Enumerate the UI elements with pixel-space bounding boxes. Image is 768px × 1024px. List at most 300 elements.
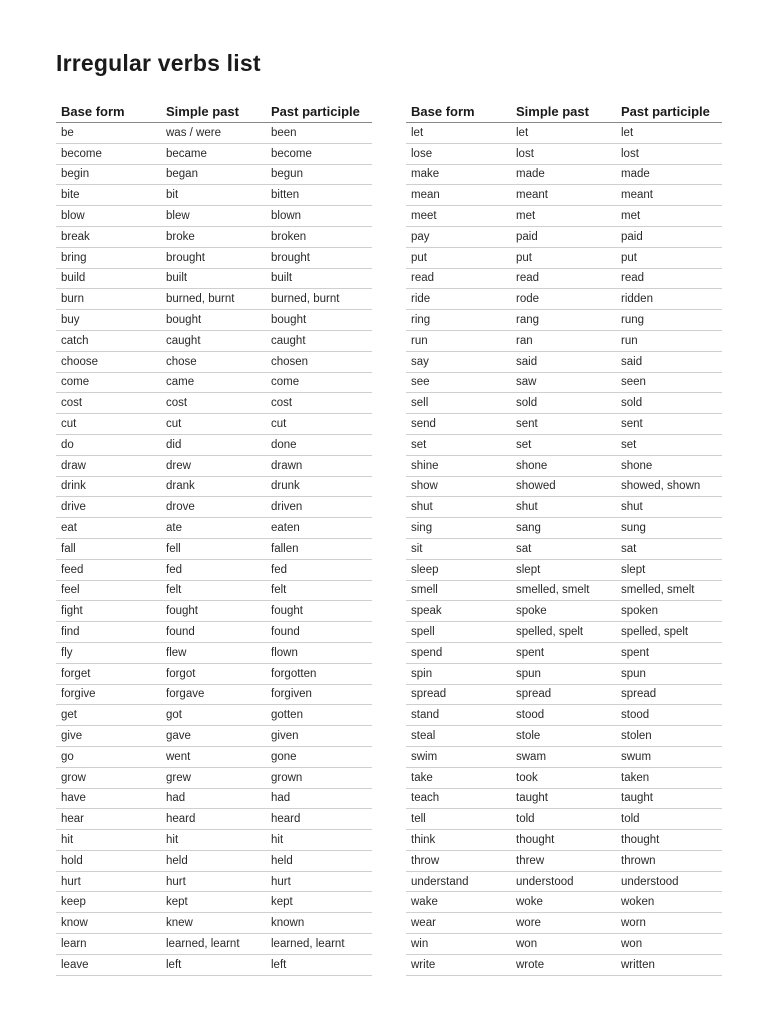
- table-row: [56, 123, 372, 144]
- table-row: [406, 539, 722, 560]
- table-row: [406, 206, 722, 227]
- table-row: [56, 789, 372, 810]
- simple-past-cell: smelled, smelt: [516, 584, 590, 597]
- table-row: [56, 185, 372, 206]
- table-row: [406, 643, 722, 664]
- simple-past-cell: stole: [516, 730, 541, 742]
- simple-past-cell: ran: [516, 334, 533, 347]
- past-participle-cell: bitten: [271, 189, 300, 202]
- table-row: [56, 705, 372, 726]
- base-form-cell: feed: [61, 563, 84, 576]
- simple-past-cell: knew: [166, 917, 193, 930]
- table-row: [56, 206, 372, 227]
- table-row: [56, 851, 372, 872]
- past-participle-cell: been: [271, 126, 297, 139]
- simple-past-cell: spelled, spelt: [516, 626, 584, 639]
- table-row: [406, 165, 722, 186]
- table-row: [406, 934, 722, 955]
- table-row: [406, 497, 722, 518]
- simple-past-cell: hurt: [166, 875, 186, 888]
- base-form-cell: fall: [61, 542, 76, 555]
- simple-past-cell: took: [516, 771, 538, 784]
- simple-past-cell: burned, burnt: [166, 293, 235, 306]
- page-title: Irregular verbs list: [56, 50, 261, 76]
- past-participle-cell: fought: [271, 605, 303, 618]
- table-row: [406, 705, 722, 726]
- table-row: [406, 435, 722, 456]
- table-row: [406, 830, 722, 851]
- past-participle-cell: lost: [621, 147, 639, 160]
- table-row: [56, 726, 372, 747]
- base-form-cell: ride: [411, 293, 431, 306]
- simple-past-cell: grew: [166, 771, 191, 784]
- base-form-cell: speak: [411, 605, 442, 618]
- past-participle-cell: spun: [621, 667, 646, 680]
- table-row: [406, 144, 722, 165]
- past-participle-cell: taken: [621, 771, 650, 784]
- past-participle-cell: stolen: [621, 730, 652, 742]
- simple-past-cell: rang: [516, 314, 540, 327]
- simple-past-cell: sent: [516, 418, 538, 431]
- header-past-participle: Past participle: [621, 104, 710, 119]
- header-simple-past: Simple past: [516, 104, 589, 119]
- past-participle-cell: chosen: [271, 355, 309, 368]
- table-row: [56, 830, 372, 851]
- base-form-cell: go: [61, 750, 74, 763]
- base-form-cell: cost: [61, 397, 83, 410]
- simple-past-cell: meant: [516, 189, 548, 202]
- header-base-form: Base form: [411, 104, 475, 119]
- base-form-cell: send: [411, 418, 436, 431]
- past-participle-cell: left: [271, 958, 287, 971]
- base-form-cell: tell: [411, 813, 426, 826]
- past-participle-cell: read: [621, 272, 645, 285]
- base-form-cell: make: [411, 168, 440, 181]
- base-form-cell: stand: [411, 709, 440, 722]
- simple-past-cell: had: [166, 792, 186, 805]
- base-form-cell: take: [411, 771, 433, 784]
- base-form-cell: eat: [61, 522, 77, 535]
- simple-past-cell: cost: [166, 397, 188, 410]
- past-participle-cell: stood: [621, 709, 650, 722]
- table-row: [56, 643, 372, 664]
- simple-past-cell: came: [166, 376, 195, 389]
- simple-past-cell: hit: [166, 833, 179, 846]
- base-form-cell: keep: [61, 896, 86, 909]
- base-form-cell: ring: [411, 314, 431, 327]
- simple-past-cell: won: [516, 937, 538, 950]
- past-participle-cell: eaten: [271, 522, 300, 535]
- past-participle-cell: forgotten: [271, 667, 317, 680]
- table-body: [56, 123, 372, 976]
- simple-past-cell: put: [516, 251, 532, 264]
- past-participle-cell: shut: [621, 501, 643, 514]
- base-form-cell: mean: [411, 189, 440, 202]
- table-row: [406, 809, 722, 830]
- past-participle-cell: won: [621, 937, 643, 950]
- table-row: [406, 414, 722, 435]
- simple-past-cell: flew: [166, 646, 187, 659]
- base-form-cell: begin: [61, 168, 90, 181]
- base-form-cell: hold: [61, 854, 83, 867]
- base-form-cell: forgive: [61, 688, 96, 701]
- base-form-cell: sleep: [411, 563, 439, 576]
- base-form-cell: wake: [411, 896, 438, 909]
- past-participle-cell: put: [621, 251, 637, 264]
- table-row: [56, 872, 372, 893]
- base-form-cell: say: [411, 355, 429, 368]
- base-form-cell: lose: [411, 147, 433, 160]
- past-participle-cell: shone: [621, 459, 653, 472]
- simple-past-cell: showed: [516, 480, 556, 493]
- base-form-cell: fly: [61, 646, 73, 659]
- simple-past-cell: bit: [166, 189, 179, 202]
- base-form-cell: know: [61, 917, 88, 930]
- table-row: [56, 497, 372, 518]
- table-row: [406, 664, 722, 685]
- table-row: [406, 310, 722, 331]
- simple-past-cell: fed: [166, 563, 182, 576]
- past-participle-cell: bought: [271, 314, 307, 327]
- base-form-cell: grow: [61, 771, 86, 784]
- past-participle-cell: broken: [271, 230, 307, 243]
- base-form-cell: feel: [61, 584, 80, 597]
- past-participle-cell: hit: [271, 833, 284, 846]
- past-participle-cell: had: [271, 792, 291, 805]
- base-form-cell: spell: [411, 626, 435, 639]
- base-form-cell: become: [61, 147, 102, 160]
- past-participle-cell: ridden: [621, 293, 653, 306]
- simple-past-cell: let: [516, 126, 529, 139]
- table-row: [406, 518, 722, 539]
- base-form-cell: draw: [61, 459, 86, 472]
- table-row: [406, 955, 722, 976]
- table-row: [406, 726, 722, 747]
- table-row: [406, 747, 722, 768]
- table-header: [56, 101, 372, 123]
- table-row: [56, 352, 372, 373]
- base-form-cell: have: [61, 792, 86, 805]
- past-participle-cell: come: [271, 376, 300, 389]
- past-participle-cell: worn: [621, 917, 646, 930]
- table-row: [56, 165, 372, 186]
- base-form-cell: be: [61, 126, 74, 139]
- base-form-cell: choose: [61, 355, 99, 368]
- past-participle-cell: spelled, spelt: [621, 626, 689, 639]
- simple-past-cell: gave: [166, 730, 191, 742]
- simple-past-cell: spent: [516, 646, 545, 659]
- simple-past-cell: taught: [516, 792, 548, 805]
- table-header: [406, 101, 722, 123]
- simple-past-cell: held: [166, 854, 188, 867]
- base-form-cell: hit: [61, 833, 74, 846]
- table-row: [406, 456, 722, 477]
- base-form-cell: throw: [411, 854, 440, 867]
- past-participle-cell: rung: [621, 314, 645, 327]
- table-row: [56, 747, 372, 768]
- past-participle-cell: forgiven: [271, 688, 312, 701]
- verb-table-right: [406, 101, 722, 976]
- simple-past-cell: saw: [516, 376, 537, 389]
- past-participle-cell: learned, learnt: [271, 937, 345, 950]
- base-form-cell: buy: [61, 314, 80, 327]
- table-row: [406, 289, 722, 310]
- past-participle-cell: grown: [271, 771, 303, 784]
- past-participle-cell: gone: [271, 750, 297, 763]
- base-form-cell: burn: [61, 293, 85, 306]
- simple-past-cell: did: [166, 438, 182, 451]
- base-form-cell: sing: [411, 522, 433, 535]
- past-participle-cell: drawn: [271, 459, 303, 472]
- simple-past-cell: met: [516, 210, 536, 223]
- simple-past-cell: slept: [516, 563, 541, 576]
- simple-past-cell: set: [516, 438, 532, 451]
- simple-past-cell: ate: [166, 522, 182, 535]
- base-form-cell: drink: [61, 480, 86, 493]
- simple-past-cell: told: [516, 813, 535, 826]
- base-form-cell: come: [61, 376, 90, 389]
- table-row: [56, 518, 372, 539]
- simple-past-cell: made: [516, 168, 545, 181]
- base-form-cell: steal: [411, 730, 436, 742]
- base-form-cell: smell: [411, 584, 438, 597]
- past-participle-cell: spoken: [621, 605, 659, 618]
- simple-past-cell: rode: [516, 293, 540, 306]
- past-participle-cell: kept: [271, 896, 293, 909]
- table-row: [56, 435, 372, 456]
- simple-past-cell: spoke: [516, 605, 547, 618]
- base-form-cell: wear: [411, 917, 436, 930]
- past-participle-cell: set: [621, 438, 637, 451]
- simple-past-cell: forgot: [166, 667, 196, 680]
- simple-past-cell: woke: [516, 896, 543, 909]
- simple-past-cell: bought: [166, 314, 202, 327]
- base-form-cell: drive: [61, 501, 86, 514]
- base-form-cell: forget: [61, 667, 91, 680]
- simple-past-cell: went: [166, 750, 191, 763]
- base-form-cell: bring: [61, 251, 87, 264]
- table-body: [406, 123, 722, 976]
- table-row: [56, 227, 372, 248]
- simple-past-cell: paid: [516, 230, 538, 243]
- past-participle-cell: done: [271, 438, 297, 451]
- base-form-cell: pay: [411, 230, 430, 243]
- simple-past-cell: wore: [516, 917, 541, 930]
- past-participle-cell: paid: [621, 230, 643, 243]
- base-form-cell: hurt: [61, 875, 81, 888]
- past-participle-cell: cut: [271, 418, 287, 431]
- past-participle-cell: driven: [271, 501, 303, 514]
- past-participle-cell: caught: [271, 334, 306, 347]
- table-row: [56, 601, 372, 622]
- table-row: [406, 331, 722, 352]
- simple-past-cell: kept: [166, 896, 188, 909]
- base-form-cell: sit: [411, 542, 423, 555]
- header-simple-past: Simple past: [166, 104, 239, 119]
- base-form-cell: shut: [411, 501, 433, 514]
- past-participle-cell: felt: [271, 584, 287, 597]
- simple-past-cell: wrote: [516, 958, 545, 971]
- table-row: [56, 289, 372, 310]
- base-form-cell: spend: [411, 646, 443, 659]
- past-participle-cell: given: [271, 730, 299, 742]
- base-form-cell: hear: [61, 813, 85, 826]
- table-row: [56, 144, 372, 165]
- table-row: [56, 539, 372, 560]
- table-row: [406, 581, 722, 602]
- simple-past-cell: felt: [166, 584, 182, 597]
- table-row: [56, 581, 372, 602]
- past-participle-cell: told: [621, 813, 640, 826]
- past-participle-cell: showed, shown: [621, 480, 701, 493]
- table-row: [56, 809, 372, 830]
- base-form-cell: build: [61, 272, 86, 285]
- table-row: [56, 560, 372, 581]
- table-row: [56, 955, 372, 976]
- table-row: [406, 685, 722, 706]
- past-participle-cell: brought: [271, 251, 311, 264]
- simple-past-cell: broke: [166, 230, 195, 243]
- table-row: [56, 685, 372, 706]
- past-participle-cell: swum: [621, 750, 652, 763]
- past-participle-cell: spent: [621, 646, 650, 659]
- table-row: [406, 248, 722, 269]
- header-past-participle: Past participle: [271, 104, 360, 119]
- table-row: [56, 269, 372, 290]
- past-participle-cell: heard: [271, 813, 301, 826]
- table-row: [56, 393, 372, 414]
- past-participle-cell: hurt: [271, 875, 291, 888]
- table-row: [56, 768, 372, 789]
- table-row: [56, 310, 372, 331]
- simple-past-cell: caught: [166, 334, 201, 347]
- simple-past-cell: read: [516, 272, 540, 285]
- base-form-cell: teach: [411, 792, 440, 805]
- past-participle-cell: known: [271, 917, 305, 930]
- simple-past-cell: cut: [166, 418, 182, 431]
- past-participle-cell: become: [271, 147, 312, 160]
- base-form-cell: give: [61, 730, 83, 742]
- table-row: [406, 789, 722, 810]
- past-participle-cell: held: [271, 854, 293, 867]
- base-form-cell: spin: [411, 667, 433, 680]
- base-form-cell: see: [411, 376, 430, 389]
- simple-past-cell: got: [166, 709, 182, 722]
- table-row: [56, 456, 372, 477]
- table-row: [406, 352, 722, 373]
- table-row: [56, 913, 372, 934]
- simple-past-cell: fell: [166, 542, 181, 555]
- past-participle-cell: thrown: [621, 854, 656, 867]
- table-row: [406, 560, 722, 581]
- simple-past-cell: said: [516, 355, 538, 368]
- base-form-cell: put: [411, 251, 427, 264]
- base-form-cell: read: [411, 272, 435, 285]
- past-participle-cell: meant: [621, 189, 653, 202]
- simple-past-cell: sat: [516, 542, 532, 555]
- simple-past-cell: heard: [166, 813, 196, 826]
- past-participle-cell: spread: [621, 688, 657, 701]
- simple-past-cell: chose: [166, 355, 197, 368]
- simple-past-cell: drew: [166, 459, 191, 472]
- table-row: [406, 622, 722, 643]
- past-participle-cell: sent: [621, 418, 643, 431]
- table-row: [406, 477, 722, 498]
- past-participle-cell: run: [621, 334, 638, 347]
- simple-past-cell: built: [166, 272, 188, 285]
- simple-past-cell: began: [166, 168, 198, 181]
- past-participle-cell: slept: [621, 563, 646, 576]
- past-participle-cell: gotten: [271, 709, 303, 722]
- table-row: [406, 768, 722, 789]
- past-participle-cell: begun: [271, 168, 303, 181]
- past-participle-cell: made: [621, 168, 650, 181]
- table-row: [406, 185, 722, 206]
- table-row: [406, 913, 722, 934]
- base-form-cell: spread: [411, 688, 447, 701]
- base-form-cell: think: [411, 833, 436, 846]
- simple-past-cell: shone: [516, 459, 548, 472]
- table-row: [56, 934, 372, 955]
- table-row: [406, 123, 722, 144]
- base-form-cell: show: [411, 480, 438, 493]
- simple-past-cell: stood: [516, 709, 545, 722]
- past-participle-cell: understood: [621, 875, 679, 888]
- simple-past-cell: lost: [516, 147, 534, 160]
- table-row: [406, 872, 722, 893]
- table-row: [56, 664, 372, 685]
- past-participle-cell: fallen: [271, 542, 299, 555]
- past-participle-cell: met: [621, 210, 641, 223]
- table-row: [56, 414, 372, 435]
- past-participle-cell: blown: [271, 210, 302, 223]
- simple-past-cell: brought: [166, 251, 206, 264]
- table-row: [406, 373, 722, 394]
- base-form-cell: fight: [61, 605, 83, 618]
- base-form-cell: win: [411, 937, 429, 950]
- table-row: [56, 892, 372, 913]
- past-participle-cell: fed: [271, 563, 287, 576]
- past-participle-cell: smelled, smelt: [621, 584, 695, 597]
- simple-past-cell: shut: [516, 501, 538, 514]
- table-row: [406, 601, 722, 622]
- past-participle-cell: written: [621, 958, 655, 971]
- base-form-cell: cut: [61, 418, 77, 431]
- base-form-cell: catch: [61, 334, 89, 347]
- base-form-cell: understand: [411, 875, 469, 888]
- table-row: [56, 622, 372, 643]
- past-participle-cell: sat: [621, 542, 637, 555]
- simple-past-cell: found: [166, 626, 195, 639]
- base-form-cell: set: [411, 438, 427, 451]
- base-form-cell: shine: [411, 459, 439, 472]
- simple-past-cell: threw: [516, 854, 545, 867]
- simple-past-cell: learned, learnt: [166, 937, 240, 950]
- base-form-cell: learn: [61, 937, 87, 950]
- base-form-cell: sell: [411, 397, 429, 410]
- simple-past-cell: drank: [166, 480, 195, 493]
- table-row: [406, 393, 722, 414]
- base-form-cell: run: [411, 334, 428, 347]
- past-participle-cell: let: [621, 126, 634, 139]
- past-participle-cell: taught: [621, 792, 653, 805]
- table-row: [56, 248, 372, 269]
- past-participle-cell: cost: [271, 397, 293, 410]
- simple-past-cell: forgave: [166, 688, 205, 701]
- simple-past-cell: was / were: [166, 126, 221, 139]
- base-form-cell: bite: [61, 189, 80, 202]
- simple-past-cell: sold: [516, 397, 538, 410]
